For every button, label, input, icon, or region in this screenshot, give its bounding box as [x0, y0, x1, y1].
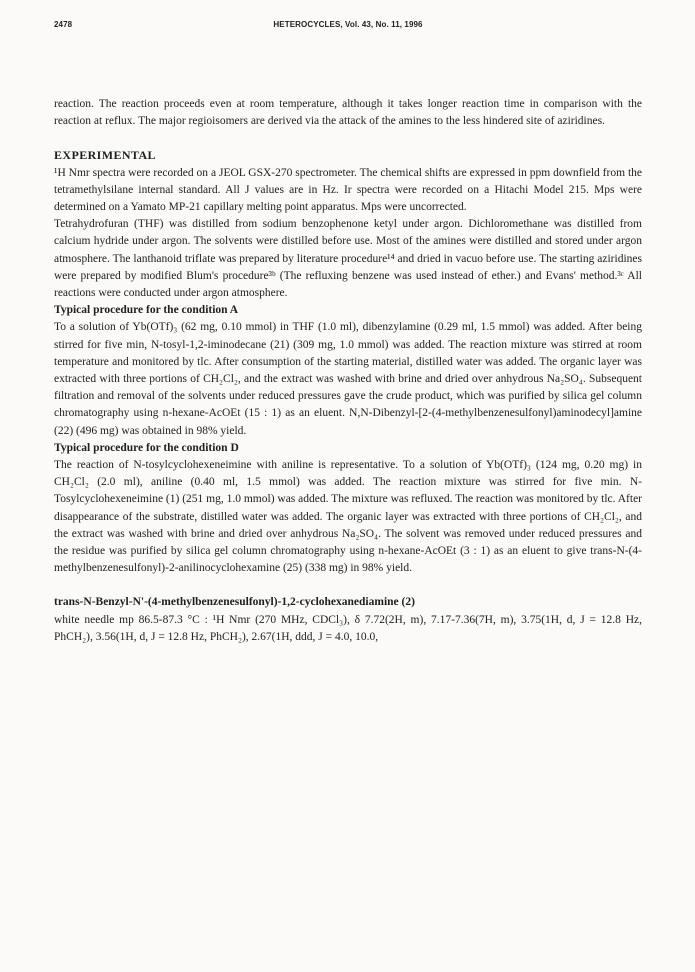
page-number: 2478 [54, 20, 73, 29]
compound-entry [54, 594, 642, 646]
instrumentation-paragraph: ¹H Nmr spectra were recorded on a JEOL GSX-270 spectrometer. The chemical shifts are expressed in ppm downfield from the tetramethylsilane internal standard. All J values are in Hz. Ir spectra were recorded on a Hitachi Model 215. Mps were determined on a Yamato MP-21 capillary melting point apparatus. Mps were uncorrected. [54, 166, 642, 214]
intro-paragraph: reaction. The reaction proceeds even at room temperature, although it takes longer reaction time in comparison with the reaction at reflux. The major regioisomers are derived via the attack of the amines to the less hindered site of aziridines. [54, 98, 642, 128]
compound-data: white needle mp 86.5-87.3 °C : ¹H Nmr (270 MHz, CDCl₃), δ 7.72(2H, m), 7.17-7.36(7H, m), 3.75(1H, d, J = 12.8 Hz, PhCH₂), 3.56(1H, d, J = 12.8 Hz, PhCH₂), 2.67(1H, ddd, J = 4.0, 10.0, [54, 613, 642, 643]
compound-title: trans-N-Benzyl-N'-(4-methylbenzenesulfonyl)-1,2-cyclohexanediamine (2) [54, 596, 415, 609]
running-header [54, 20, 642, 34]
procedure-a-paragraph: To a solution of Yb(OTf)₃ (62 mg, 0.10 mmol) in THF (1.0 ml), dibenzylamine (0.29 ml, 1.5 mmol) was added. After being stirred for five min, N-tosyl-1,2-iminodecane (21) (309 mg, 1.0 mmol) was added. The reaction mixture was stirred at room temperature and monitored by tlc. After consumption of the starting material, distilled water was added. The organic layer was extracted with three portions of CH₂Cl₂, and the extract was washed with brine and dried over anhydrous Na₂SO₄. Subsequent filtration and removal of the solvents under reduced pressures gave the crude product, which was purified by silica gel column chromatography using n-hexane-AcOEt (15 : 1) as an eluent. N,N-Dibenzyl-[2-(4-methylbenzenesulfonyl)aminodecyl]amine (22) (496 mg) was obtained in 98% yield. [54, 321, 642, 437]
procedure-d-paragraph: The reaction of N-tosylcyclohexeneimine with aniline is representative. To a solution of Yb(OTf)₃ (124 mg, 0.20 mg) in CH₂Cl₂ (2.0 ml), aniline (0.40 ml, 1.5 mmol) was added. The reaction mixture was stirred for five min. N-Tosylcyclohexeneimine (1) (251 mg, 1.0 mmol) was added. The mixture was refluxed. The reaction was monitored by tlc. After disappearance of the substrate, distilled water was added. The organic layer was extracted with three portions of CH₂Cl₂, and the extract was washed with brine and dried over anhydrous Na₂SO₄. The solvent was removed under reduced pressures and the residue was purified by silica gel column chromatography using n-hexane-AcOEt (3 : 1) as an eluent to give trans-N-(4-methylbenzenesulfonyl)-2-anilinocyclohexamine (25) (338 mg) in 98% yield. [54, 459, 642, 575]
experimental-heading: EXPERIMENTAL [54, 148, 156, 163]
page-body [54, 96, 642, 646]
materials-paragraph: Tetrahydrofuran (THF) was distilled from sodium benzophenone ketyl under argon. Dichloromethane was distilled from calcium hydride under argon. The solvents were distilled before use. Most of the amines were distilled and stored under argon atmosphere. The lanthanoid triflate was prepared by literature procedure¹⁴ and dried in vacuo before use. The starting aziridines were prepared by modified Blum's procedure³ᵇ (The refluxing benzene was used instead of ether.) and Evans' method.³ᶜ All reactions were conducted under argon atmosphere. [54, 218, 642, 300]
journal-citation: HETEROCYCLES, Vol. 43, No. 11, 1996 [273, 20, 423, 29]
procedure-a-heading: Typical procedure for the condition A [54, 304, 239, 317]
procedure-d-heading: Typical procedure for the condition D [54, 441, 239, 454]
